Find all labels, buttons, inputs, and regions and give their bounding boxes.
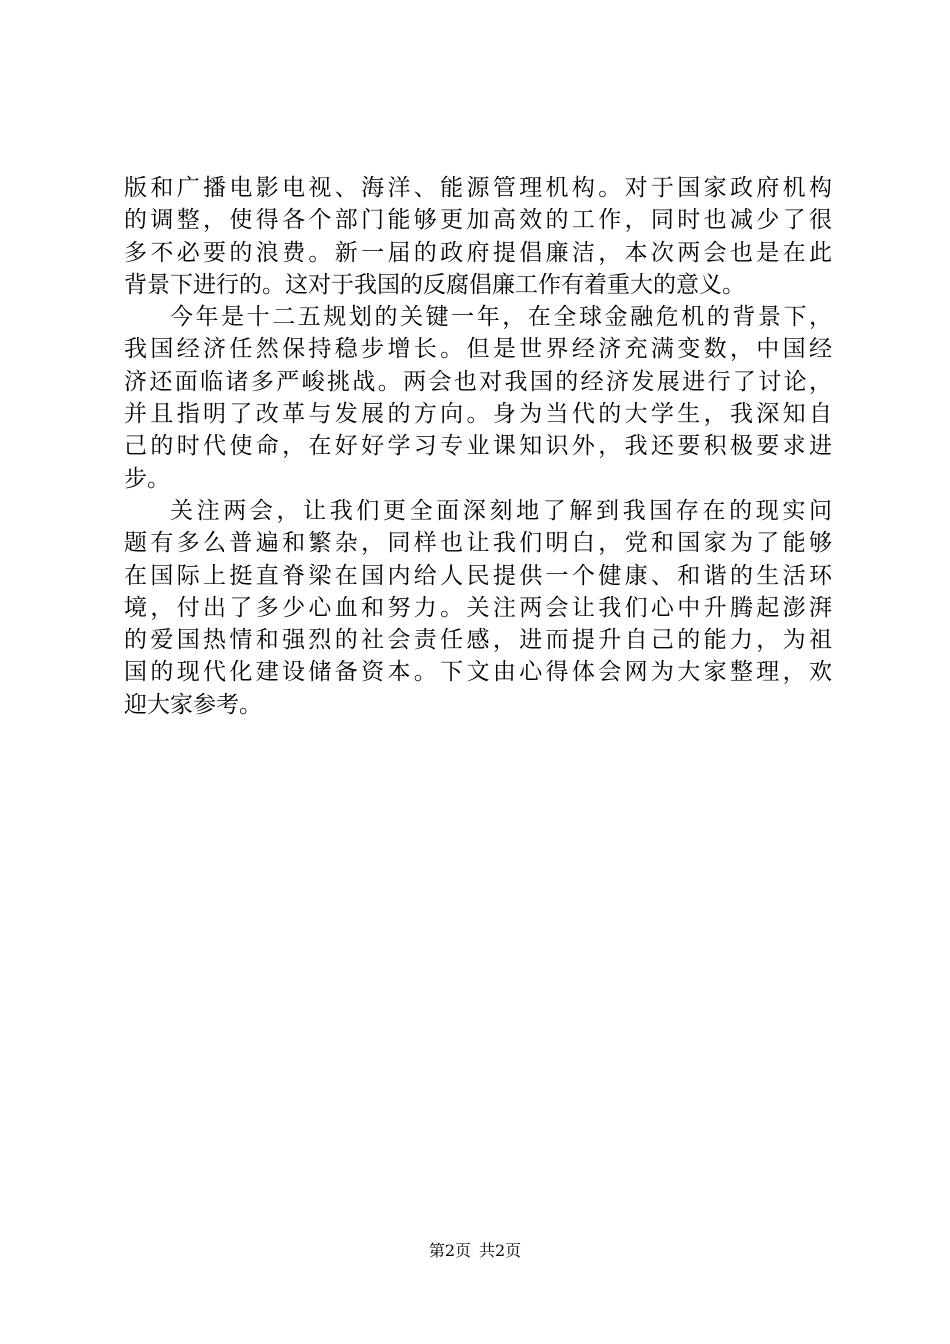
text-line-12: 题有多么普遍和繁杂，同样也让我们明白，党和国家为了能够 <box>124 530 832 557</box>
text-line-7: 济还面临诸多严峻挑战。两会也对我国的经济发展进行了讨论， <box>124 368 832 395</box>
page-footer <box>0 1240 950 1262</box>
page-number: 第2页 <box>428 1241 471 1260</box>
text-line-8: 并且指明了改革与发展的方向。身为当代的大学生，我深知自 <box>124 401 832 428</box>
text-line-3: 多不必要的浪费。新一届的政府提倡廉洁，本次两会也是在此 <box>124 239 832 266</box>
text-line-4: 背景下进行的。这对于我国的反腐倡廉工作有着重大的意义。 <box>124 271 745 298</box>
text-line-15: 的爱国热情和强烈的社会责任感，进而提升自己的能力，为祖 <box>124 627 832 654</box>
text-line-1: 版和广播电影电视、海洋、能源管理机构。对于国家政府机构 <box>124 175 832 201</box>
page-total: 共2页 <box>479 1241 522 1260</box>
text-line-2: 的调整，使得各个部门能够更加高效的工作，同时也减少了很 <box>124 207 832 234</box>
text-line-9: 己的时代使命，在好好学习专业课知识外，我还要积极要求进 <box>124 433 832 460</box>
text-line-6: 我国经济任然保持稳步增长。但是世界经济充满变数，中国经 <box>124 336 832 363</box>
text-line-11: 关注两会，让我们更全面深刻地了解到我国存在的现实问 <box>170 497 832 524</box>
text-line-10: 步。 <box>124 465 170 492</box>
text-line-5: 今年是十二五规划的关键一年，在全球金融危机的背景下， <box>170 304 832 331</box>
text-line-13: 在国际上挺直脊梁在国内给人民提供一个健康、和谐的生活环 <box>124 562 832 589</box>
text-line-16: 国的现代化建设储备资本。下文由心得体会网为大家整理，欢 <box>124 659 832 686</box>
document-body <box>124 172 832 721</box>
text-line-14: 境，付出了多少心血和努力。关注两会让我们心中升腾起澎湃 <box>124 594 832 621</box>
text-line-17: 迎大家参考。 <box>124 691 262 718</box>
